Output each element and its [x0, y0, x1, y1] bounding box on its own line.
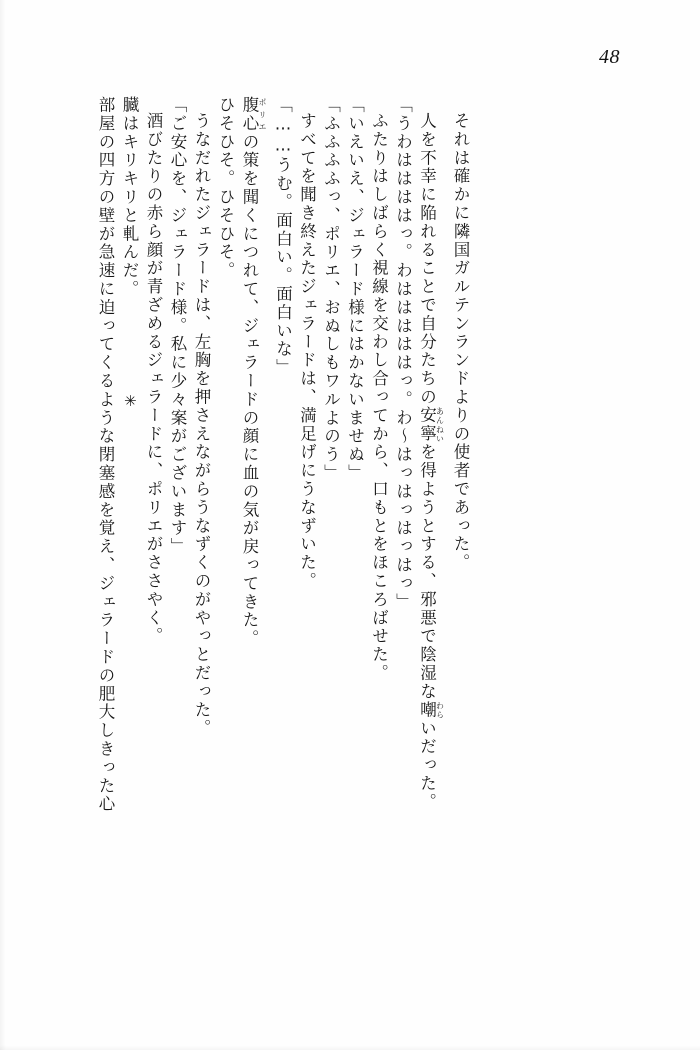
text-column: 「ふふふふっ、ポリエ、おぬしもワルよのう」: [321, 96, 341, 483]
scene-divider-icon: ✳: [124, 392, 137, 410]
vertical-text-body: [89, 96, 634, 956]
ruby-annei: 安寧 あんねい: [417, 406, 445, 444]
text-column: 酒びたりの赤ら顔が青ざめるジェラードに、ポリエがささやく。: [144, 112, 163, 646]
text-column: うなだれたジェラードは、左胸を押さえながらうなずくのがやっとだった。: [192, 112, 211, 738]
text-column-rest: の策を聞くにつれて、ジェラードの顔に血の気が戻ってきた。: [240, 132, 259, 649]
text-column: 部屋の四方の壁が急速に迫ってくるような閉塞感を覚え、ジェラードの肥大しきった心: [96, 96, 115, 814]
text-column: ふたりはしばらく視線を交わし合ってから、口もとをほころばせた。: [369, 112, 389, 683]
text-column: 「ご安心を、ジェラード様。私に少々案がございます」: [168, 96, 187, 556]
text-column: すべてを聞き終えたジェラードは、満足げにうなずいた。: [297, 112, 317, 591]
text-segment: を得ようとする、邪悪で陰湿な: [417, 443, 437, 701]
text-column-with-ruby: [241, 96, 267, 956]
scan-edge-bottom: [0, 1045, 700, 1050]
ruby-fukushin: 腹心 ポリエ: [240, 96, 267, 133]
text-column: それは確かに隣国ガルテンランドよりの使者であった。: [451, 112, 470, 572]
text-segment: 人を不幸に陥れることで自分たちの: [417, 112, 437, 407]
text-column: 「……うむ。面白い。面白いな」: [273, 96, 293, 377]
text-column-with-ruby: [418, 96, 444, 972]
ruby-warai: 嘲 わら: [417, 700, 445, 720]
text-column: 臓はキリキリと軋んだ。: [120, 96, 139, 299]
text-column: 「うわははははっ。わはははははっ。わ～はっはっはっはっ」: [393, 96, 413, 612]
text-column: 「いえいえ、ジェラード様にはかないませぬ」: [345, 96, 365, 483]
scan-edge-left: [0, 0, 6, 1050]
text-segment: いだった。: [417, 719, 437, 812]
text-column: ひそひそ。ひそひそ。: [216, 96, 235, 280]
page-number: 48: [599, 46, 620, 68]
